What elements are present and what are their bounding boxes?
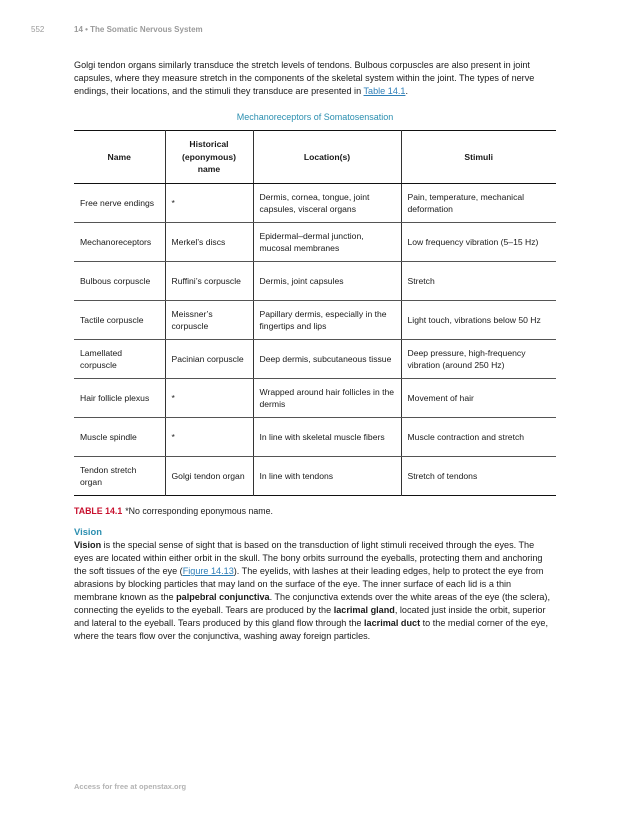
cell-historical: Meissner’s corpuscle <box>165 301 253 340</box>
cell-stimuli: Low frequency vibration (5–15 Hz) <box>401 223 556 262</box>
footer-access: Access for free at openstax.org <box>74 782 187 791</box>
cell-location: Wrapped around hair follicles in the dermis <box>253 379 401 418</box>
cell-name: Bulbous corpuscle <box>74 262 165 301</box>
table-row <box>74 379 556 418</box>
term-vision: Vision <box>74 540 102 550</box>
cell-historical: Ruffini’s corpuscle <box>165 262 253 301</box>
cell-historical: * <box>165 379 253 418</box>
cell-stimuli: Movement of hair <box>401 379 556 418</box>
cell-stimuli: Deep pressure, high-frequency vibration (around 250 Hz) <box>401 340 556 379</box>
cell-location: Papillary dermis, especially in the fingertips and lips <box>253 301 401 340</box>
cell-stimuli: Stretch <box>401 262 556 301</box>
vision-text: to the medial corner of the eye, where the tears flow over the conjunctiva, washing away foreign particles. <box>74 618 549 641</box>
cell-historical: Merkel’s discs <box>165 223 253 262</box>
mechanoreceptors-table <box>74 130 556 496</box>
table-header-row <box>74 131 556 184</box>
cell-stimuli: Stretch of tendons <box>401 457 556 496</box>
term-palpebral-conjunctiva: palpebral conjunctiva <box>176 592 270 602</box>
header-name: Name <box>74 131 165 184</box>
cell-name: Muscle spindle <box>74 418 165 457</box>
cell-stimuli: Pain, temperature, mechanical deformation <box>401 184 556 223</box>
figure-link[interactable]: Figure 14.13 <box>182 566 234 576</box>
table-link[interactable]: Table 14.1 <box>363 86 406 96</box>
section-heading-vision: Vision <box>74 526 102 537</box>
cell-location: Epidermal–dermal junction, mucosal membranes <box>253 223 401 262</box>
header-stimuli: Stimuli <box>401 131 556 184</box>
table-row <box>74 184 556 223</box>
intro-paragraph <box>74 59 552 98</box>
cell-historical: * <box>165 184 253 223</box>
cell-stimuli: Muscle contraction and stretch <box>401 418 556 457</box>
cell-name: Tendon stretch organ <box>80 464 137 487</box>
cell-historical: * <box>165 418 253 457</box>
table-row <box>74 223 556 262</box>
table-footnote <box>74 506 273 516</box>
table-row <box>74 301 556 340</box>
table-row <box>74 457 556 496</box>
intro-text-end: . <box>405 86 408 96</box>
intro-text: Golgi tendon organs similarly transduce the stretch levels of tendons. Bulbous corpuscles are also present in joint capsules, where they measure stretch in the components of the skeletal system within the joint. The types of nerve endings, their locations, and the stimuli they transduce are presented in <box>74 60 535 96</box>
table-label: TABLE 14.1 <box>74 506 123 516</box>
cell-name: Free nerve endings <box>74 184 165 223</box>
cell-name: Hair follicle plexus <box>74 379 165 418</box>
cell-location: Deep dermis, subcutaneous tissue <box>253 340 401 379</box>
cell-stimuli: Light touch, vibrations below 50 Hz <box>401 301 556 340</box>
cell-name: Mechanoreceptors <box>74 223 165 262</box>
term-lacrimal-duct: lacrimal duct <box>364 618 421 628</box>
table-row <box>74 340 556 379</box>
table-row <box>74 262 556 301</box>
cell-historical: Golgi tendon organ <box>165 457 253 496</box>
chapter-title: 14 • The Somatic Nervous System <box>74 25 203 34</box>
footnote-text: *No corresponding eponymous name. <box>125 506 273 516</box>
header-locations: Location(s) <box>253 131 401 184</box>
page-number: 552 <box>31 25 45 34</box>
header-historical-name: Historical (eponymous) name <box>165 131 253 184</box>
table-caption: Mechanoreceptors of Somatosensation <box>236 112 394 122</box>
cell-location: In line with skeletal muscle fibers <box>253 418 401 457</box>
vision-text: , located just inside the orbit, superior and lateral to the eyeball. Tears produced by this gland flow through the <box>74 605 546 628</box>
table-row <box>74 418 556 457</box>
vision-text: . The conjunctiva extends over the white areas of the eye (the sclera), connecting the eyelids to the eyeball. Tears are produced by the <box>74 592 550 615</box>
running-head <box>31 25 203 34</box>
cell-historical: Pacinian corpuscle <box>165 340 253 379</box>
vision-paragraph <box>74 539 552 643</box>
cell-name: Tactile corpuscle <box>74 301 165 340</box>
term-lacrimal-gland: lacrimal gland <box>333 605 395 615</box>
vision-text: ). The eyelids, with lashes at their leading edges, help to protect the eye from abrasions by blocking particles that may land on the surface of the eye. The inner surface of each lid is a thin membrane known as the <box>74 566 544 602</box>
cell-location: Dermis, cornea, tongue, joint capsules, visceral organs <box>253 184 401 223</box>
cell-location: In line with tendons <box>253 457 401 496</box>
cell-name: Lamellated corpuscle <box>74 340 165 379</box>
vision-text: is the special sense of sight that is based on the transduction of light stimuli received through the eyes. The eyes are located within either orbit in the skull. The bony orbits surround the eyeballs, protecting them and anchoring the soft tissues of the eye ( <box>74 540 543 576</box>
cell-location: Dermis, joint capsules <box>253 262 401 301</box>
